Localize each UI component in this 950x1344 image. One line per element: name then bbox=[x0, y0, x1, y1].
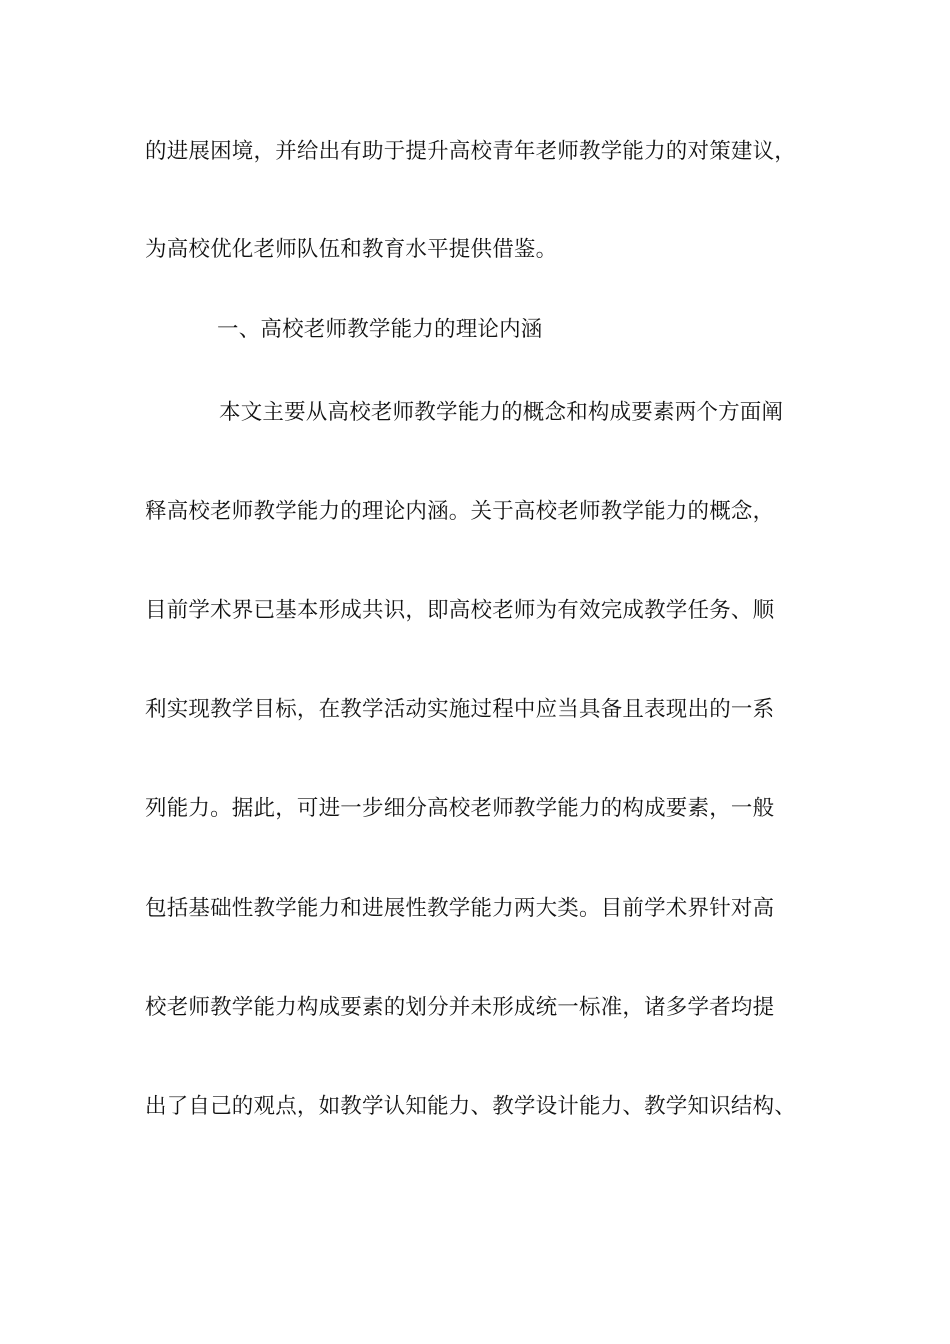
body-text-line: 列能力。据此，可进一步细分高校老师教学能力的构成要素，一般 bbox=[145, 796, 775, 821]
body-text-line: 释高校老师教学能力的理论内涵。关于高校老师教学能力的概念， bbox=[145, 499, 775, 524]
body-text-line: 校老师教学能力构成要素的划分并未形成统一标准，诸多学者均提 bbox=[145, 995, 775, 1020]
body-text-line: 的进展困境，并给出有助于提升高校青年老师教学能力的对策建议， bbox=[145, 139, 797, 164]
paragraph-first-line: 本文主要从高校老师教学能力的概念和构成要素两个方面阐 bbox=[219, 400, 784, 425]
body-text-line: 利实现教学目标，在教学活动实施过程中应当具备且表现出的一系 bbox=[145, 697, 775, 722]
body-text-line: 包括基础性教学能力和进展性教学能力两大类。目前学术界针对高 bbox=[145, 896, 775, 921]
body-text-line: 目前学术界已基本形成共识，即高校老师为有效完成教学任务、顺 bbox=[145, 598, 775, 623]
body-text-line: 出了自己的观点，如教学认知能力、教学设计能力、教学知识结构、 bbox=[145, 1094, 797, 1119]
body-text-line: 为高校优化老师队伍和教育水平提供借鉴。 bbox=[145, 237, 558, 262]
section-heading: 一、高校老师教学能力的理论内涵 bbox=[217, 317, 543, 342]
